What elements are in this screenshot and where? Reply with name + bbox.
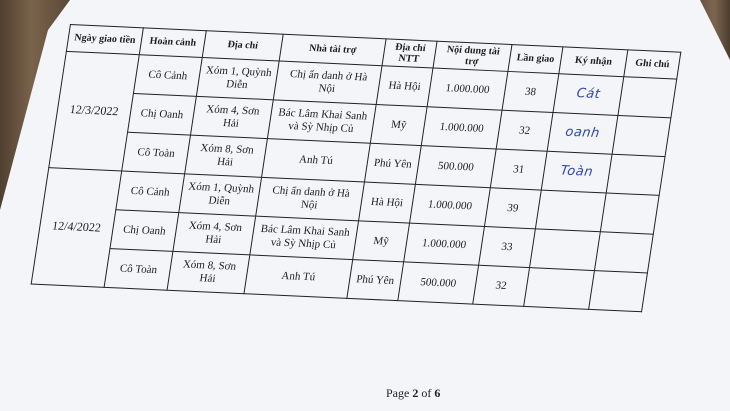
lan-giao-cell: 38	[502, 71, 559, 112]
nha-tai-tro-cell: Chị ẩn danh ở Hà Nội	[256, 177, 365, 220]
lan-giao-cell: 33	[479, 227, 536, 268]
signature-cell	[524, 268, 595, 310]
header-noi-dung-tai-tro: Nội dung tài trợ	[433, 41, 512, 71]
header-ngay-giao-tien: Ngày giao tiền	[66, 25, 143, 55]
page-label: Page	[386, 386, 410, 400]
document-sheet	[31, 24, 682, 312]
lan-giao-cell: 31	[490, 149, 547, 190]
hoan-canh-cell: Chị Oanh	[128, 93, 197, 135]
signature-cell	[530, 229, 601, 271]
header-hoan-canh: Hoàn cảnh	[139, 28, 206, 58]
page-footer	[386, 386, 440, 401]
signature-cell	[535, 190, 606, 232]
lan-giao-cell: 32	[496, 110, 553, 151]
dia-chi-ntt-cell: Mỹ	[353, 221, 410, 262]
header-ky-nhan: Ký nhận	[559, 47, 628, 77]
header-dia-chi: Địa chỉ	[202, 31, 283, 61]
ghi-chu-cell	[618, 77, 677, 118]
signature-cell: oanh	[547, 113, 618, 155]
ghi-chu-cell	[606, 154, 665, 195]
nha-tai-tro-cell: Anh Tú	[244, 255, 353, 298]
dia-chi-cell: Xóm 4, Sơn Hải	[190, 96, 273, 138]
noi-dung-cell: 1.000.000	[427, 68, 508, 110]
noi-dung-cell: 500.000	[415, 146, 496, 188]
dia-chi-ntt-cell: Mỹ	[370, 104, 427, 145]
dia-chi-ntt-cell: Phú Yên	[347, 260, 404, 301]
noi-dung-cell: 1.000.000	[421, 107, 502, 149]
date-cell: 12/4/2022	[31, 168, 122, 288]
lan-giao-cell: 39	[484, 188, 541, 229]
noi-dung-cell: 500.000	[398, 262, 479, 304]
nha-tai-tro-cell: Bác Lâm Khai Sanh và Sỳ Nhịp Củ	[250, 216, 359, 259]
header-ghi-chu: Ghi chú	[624, 50, 681, 79]
lan-giao-cell: 32	[473, 265, 530, 306]
header-dia-chi-ntt: Địa chỉ NTT	[382, 39, 437, 68]
ghi-chu-cell	[589, 271, 648, 312]
dia-chi-ntt-cell: Phú Yên	[364, 143, 421, 184]
hoan-canh-cell: Cô Cảnh	[133, 55, 202, 97]
dia-chi-cell: Xóm 4, Sơn Hải	[173, 213, 256, 255]
hoan-canh-cell: Chị Oanh	[110, 210, 179, 252]
ghi-chu-cell	[594, 232, 653, 273]
header-nha-tai-tro: Nhà tài trợ	[279, 34, 386, 66]
nha-tai-tro-cell: Anh Tú	[262, 139, 371, 182]
signature-cell: Toàn	[541, 151, 612, 193]
ghi-chu-cell	[600, 193, 659, 234]
signature-cell: Cát	[553, 74, 624, 116]
page-of-label: of	[421, 386, 432, 400]
hoan-canh-cell: Cô Toàn	[104, 249, 173, 291]
dia-chi-cell: Xóm 1, Quỳnh Diễn	[196, 58, 279, 100]
nha-tai-tro-cell: Chị ẩn danh ở Hà Nội	[273, 61, 382, 104]
dia-chi-cell: Xóm 8, Sơn Hải	[185, 135, 268, 177]
dia-chi-cell: Xóm 1, Quỳnh Diễn	[179, 174, 262, 216]
dia-chi-ntt-cell: Hà Hội	[359, 182, 416, 223]
nha-tai-tro-cell: Bác Lâm Khai Sanh và Sỳ Nhịp Củ	[267, 100, 376, 143]
dia-chi-cell: Xóm 8, Sơn Hải	[167, 251, 250, 293]
dia-chi-ntt-cell: Hà Hội	[376, 66, 433, 107]
header-lan-giao: Lần giao	[508, 45, 563, 74]
delivery-table	[31, 24, 682, 312]
hoan-canh-cell: Cô Toàn	[122, 132, 191, 174]
page-total: 6	[434, 386, 441, 400]
page-number: 2	[412, 386, 419, 400]
ghi-chu-cell	[612, 115, 671, 156]
date-cell: 12/3/2022	[49, 51, 140, 171]
noi-dung-cell: 1.000.000	[410, 184, 491, 226]
noi-dung-cell: 1.000.000	[404, 223, 485, 265]
hoan-canh-cell: Cô Cảnh	[116, 171, 185, 213]
